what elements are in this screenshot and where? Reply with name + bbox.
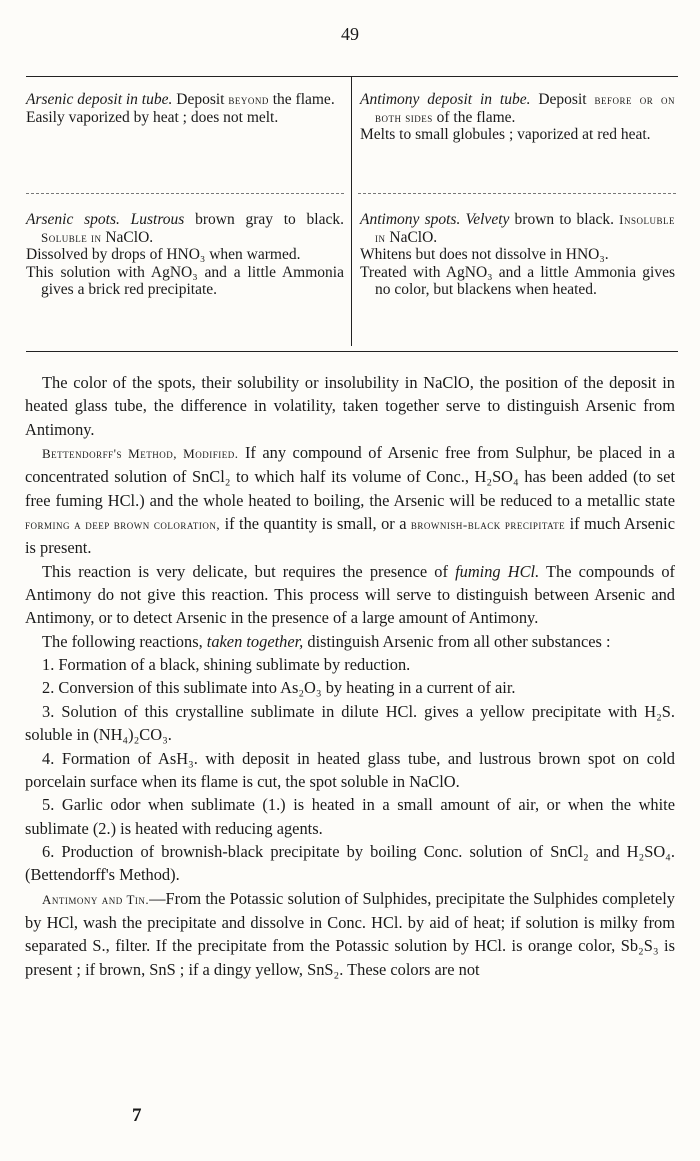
paragraph-antimony-tin: Antimony and Tin.—From the Potassic solution of Sulphides, precipitate the Sulphides completely by HCl, wash the precipitate and dissolve in Conc. HCl. by aid of heat; if solution is milky from separated S., filter. If the precipitate from the Potassic solution by HCl. is orange color, Sb₂S₃ is present ; if brown, SnS ; if a dingy yellow, SnS₂. These colors are not <box>25 888 675 979</box>
list-item: 4. Formation of AsH₃. with deposit in heated glass tube, and lustrous brown spot on cold porcelain surface when its flame is cut, the spot soluble in NaClO. <box>25 748 675 791</box>
list-item: 2. Conversion of this sublimate into As₂O₃ by heating in a current of air. <box>42 678 516 698</box>
row-separator-right <box>358 193 676 194</box>
signature-mark: 7 <box>132 1105 142 1126</box>
paragraph-bettendorff: Bettendorff's Method, Modified. If any compound of Arsenic free from Sulphur, be placed in a concentrated solution of SnCl₂ to which half its volume of Conc., H₂SO₄ has been added (to set free fuming HCl.) and the whole heated to boiling, the Arsenic will be reduced to a metallic state forming a deep brown coloration, if the quantity is small, or a brownish-black precipitate if much Arsenic is present. <box>25 443 675 558</box>
table-bottom-rule <box>26 351 678 352</box>
paragraph-distinguish: The color of the spots, their solubility or insolubility in NaClO, the position of the deposit in heated glass tube, the difference in volatility, taken together serve to distinguish Arsenic from Antimony. <box>25 373 675 439</box>
page-number: 49 <box>341 24 359 44</box>
paragraph-delicate-reaction: This reaction is very delicate, but requires the presence of fuming HCl. The compounds of Antimony do not give this reaction. This process will serve to distinguish between Arsenic and Antimony, or to detect Arsenic in the presence of a large amount of Antimony. <box>25 561 675 628</box>
arsenic-deposit-cell: Arsenic deposit in tube. Deposit beyond the flame. Easily vaporized by heat ; does not melt. <box>26 91 335 126</box>
table-top-rule <box>26 76 678 77</box>
row-separator-left <box>26 193 344 194</box>
list-item: 6. Production of brownish-black precipitate by boiling Conc. solution of SnCl₂ and H₂SO₄. (Bettendorff's Method). <box>25 841 675 885</box>
antimony-deposit-cell: Antimony deposit in tube. Deposit before or on both sides of the flame. Melts to small globules ; vaporized at red heat. <box>360 91 676 143</box>
paragraph-following-reactions: The following reactions, taken together, distinguish Arsenic from all other substances : <box>42 631 611 651</box>
arsenic-spots-cell: Arsenic spots. Lustrous brown gray to black. Soluble in NaClO. Dissolved by drops of HNO₃ when warmed. This solution with AgNO₃ and a little Ammonia gives a brick red precipitate. <box>26 211 345 298</box>
table-column-divider <box>351 76 352 346</box>
list-item: 3. Solution of this crystalline sublimate in dilute HCl. gives a yellow precipitate with H₂S. soluble in (NH₄)₂CO₃. <box>25 701 675 745</box>
list-item: 5. Garlic odor when sublimate (1.) is heated in a small amount of air, or when the white sublimate (2.) is heated with reducing agents. <box>25 795 675 838</box>
body-text <box>25 371 675 981</box>
antimony-spots-cell: Antimony spots. Velvety brown to black. Insoluble in NaClO. Whitens but does not dissolve in HNO₃. Treated with AgNO₃ and a little Ammonia gives no color, but blackens when heated. <box>360 211 676 298</box>
list-item: 1. Formation of a black, shining sublimate by reduction. <box>42 655 411 675</box>
